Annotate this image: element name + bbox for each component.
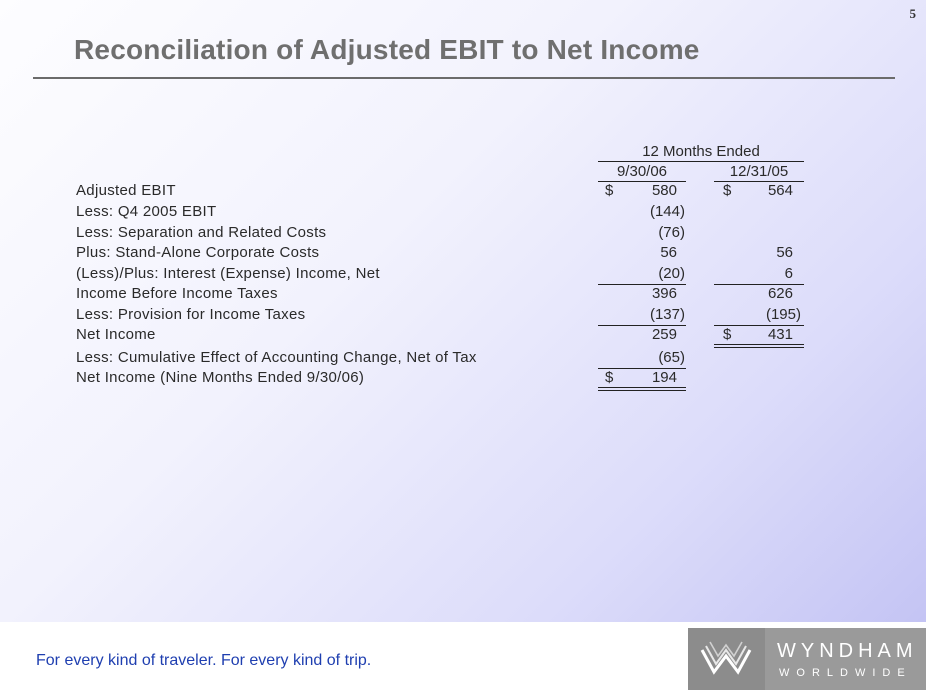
footer-tagline: For every kind of traveler. For every kind of trip.	[36, 652, 372, 669]
value-9-30-06: 56	[660, 244, 677, 261]
value-9-30-06: 396	[651, 285, 677, 302]
row-label: Less: Provision for Income Taxes	[76, 306, 306, 323]
double-underline-col2	[714, 347, 804, 348]
value-9-30-06: 194	[651, 369, 677, 386]
page-number: 5	[909, 6, 916, 21]
table-row	[0, 224, 926, 244]
table-row	[0, 326, 926, 346]
double-underline-col1	[598, 390, 686, 391]
table-row	[0, 285, 926, 305]
value-9-30-06: (20)	[658, 265, 685, 282]
table-row	[0, 244, 926, 264]
value-12-31-05: 6	[784, 265, 793, 282]
table-row	[0, 349, 926, 369]
value-12-31-05: 626	[767, 285, 793, 302]
currency-symbol: $	[605, 182, 614, 199]
value-12-31-05: (195)	[765, 306, 801, 323]
double-underline-col2	[714, 344, 804, 345]
logo-subwordmark: WORLDWIDE	[779, 667, 912, 679]
table-row	[0, 203, 926, 223]
value-9-30-06: (65)	[658, 349, 685, 366]
value-12-31-05: 564	[767, 182, 793, 199]
value-9-30-06: 259	[651, 326, 677, 343]
column-header-9-30-06: 9/30/06	[616, 163, 668, 180]
row-label: (Less)/Plus: Interest (Expense) Income, Net	[76, 265, 380, 282]
row-label: Net Income (Nine Months Ended 9/30/06)	[76, 369, 365, 386]
table-row	[0, 265, 926, 285]
logo-wordmark: WYNDHAM	[777, 640, 918, 662]
table-row	[0, 306, 926, 326]
wyndham-logo-mark-icon	[688, 628, 765, 690]
double-underline-col1	[598, 387, 686, 388]
group-header-underline	[598, 161, 804, 162]
slide-title: Reconciliation of Adjusted EBIT to Net Income	[74, 34, 700, 65]
value-9-30-06: (137)	[649, 306, 685, 323]
currency-symbol: $	[723, 182, 732, 199]
currency-symbol: $	[723, 326, 732, 343]
row-label: Less: Separation and Related Costs	[76, 224, 327, 241]
value-9-30-06: (144)	[649, 203, 685, 220]
table-row	[0, 369, 926, 389]
row-label: Income Before Income Taxes	[76, 285, 278, 302]
row-label: Less: Q4 2005 EBIT	[76, 203, 217, 220]
table-group-header: 12 Months Ended	[642, 143, 760, 160]
value-9-30-06: (76)	[658, 224, 685, 241]
value-9-30-06: 580	[651, 182, 677, 199]
wyndham-logo	[688, 628, 926, 690]
column-header-12-31-05: 12/31/05	[729, 163, 789, 180]
value-12-31-05: 56	[776, 244, 793, 261]
row-label: Net Income	[76, 326, 156, 343]
table-row	[0, 182, 926, 202]
row-label: Plus: Stand-Alone Corporate Costs	[76, 244, 320, 261]
row-label: Adjusted EBIT	[76, 182, 176, 199]
row-label: Less: Cumulative Effect of Accounting Change, Net of Tax	[76, 349, 477, 366]
currency-symbol: $	[605, 369, 614, 386]
value-12-31-05: 431	[767, 326, 793, 343]
